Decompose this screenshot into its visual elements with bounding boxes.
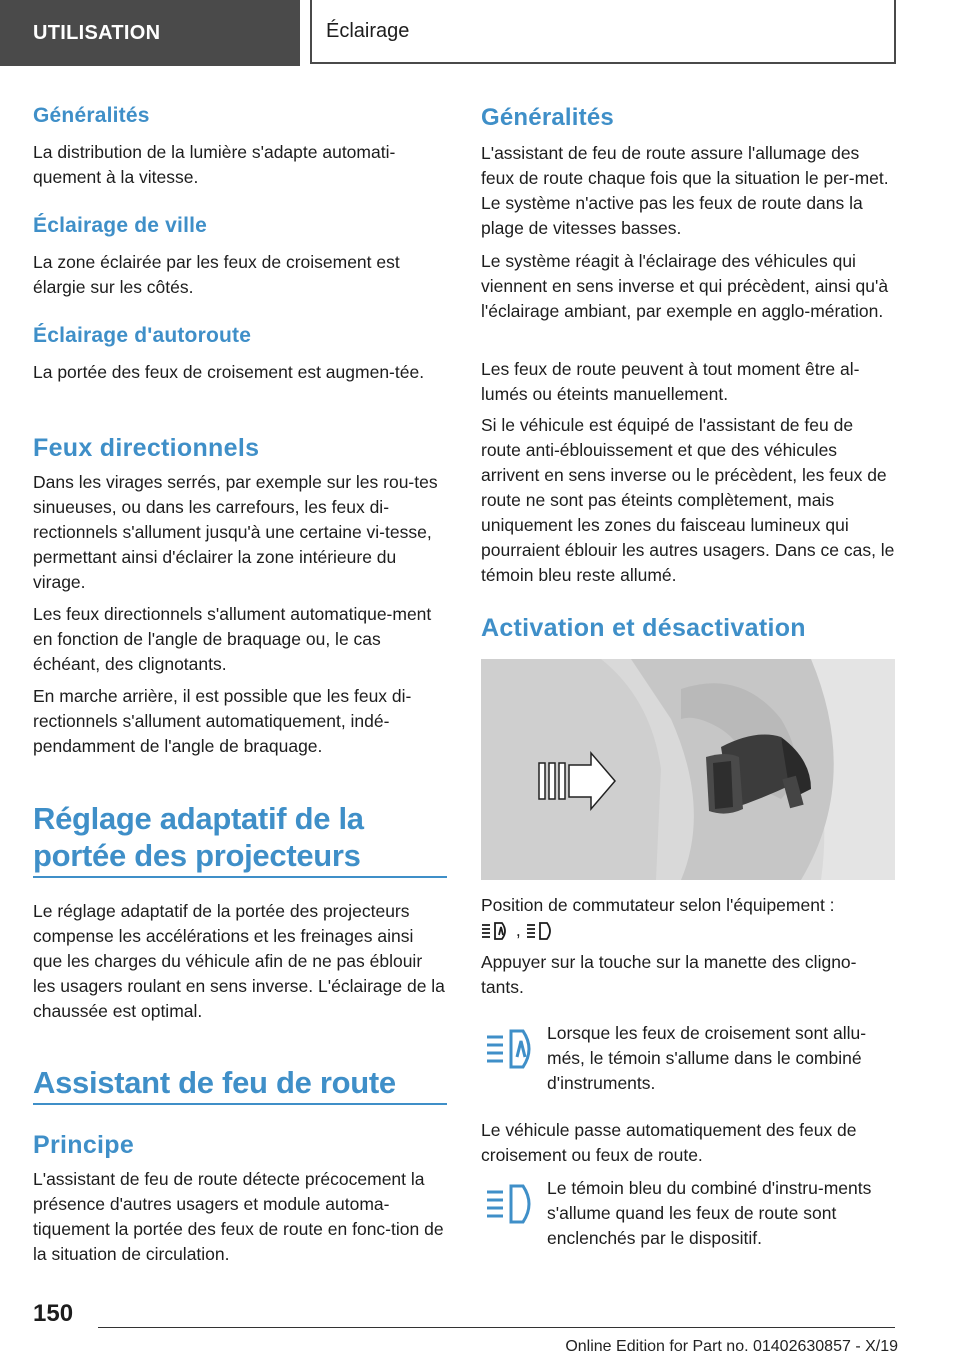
section-tab [0, 0, 300, 66]
chapter-tab [310, 0, 896, 64]
paragraph-principe: L'assistant de feu de route détecte précocement la présence d'autres usagers et module automa-tiquement la portée des feux de route en fonc-tion de la situation de circulation. [33, 1169, 444, 1264]
page-number: 150 [33, 1300, 74, 1327]
high-beam-assistant-icon [485, 1027, 537, 1071]
heading-generalites: Généralités [33, 104, 150, 127]
paragraph-transition: Le véhicule passe automatiquement des feux de croisement ou feux de route. [481, 1120, 857, 1165]
heading-principe: Principe [33, 1131, 135, 1159]
heading-feux-directionnels: Feux directionnels [33, 434, 260, 462]
heading-activation: Activation et désactivation [481, 614, 806, 642]
paragraph-right-1: L'assistant de feu de route assure l'allumage des feux de route chaque fois que la situation le per-met. Le système n'active pas les feux de route dans la plage de vitesses basses. [481, 143, 889, 238]
footer-edition: Online Edition for Part no. 01402630857 - X/19 [565, 1338, 898, 1355]
note-text: Le témoin bleu du combiné d'instru-ments s'allume quand les feux de route sont enclenchés par le dispositif. [547, 1178, 872, 1248]
chapter-label: Éclairage [326, 19, 410, 42]
paragraph-feux-3: En marche arrière, il est possible que les feux di-rectionnels s'allument automatiquement, indé-pendamment de l'angle de braquage. [33, 686, 412, 756]
heading-reglage-adaptatif: Réglage adaptatif de la portée des projecteurs [33, 801, 364, 873]
paragraph-eclairage-ville: La zone éclairée par les feux de croisement est élargie sur les côtés. [33, 252, 400, 297]
figure-caption [481, 893, 895, 943]
heading-rule [33, 1103, 447, 1105]
heading-assistant-feu-route: Assistant de feu de route [33, 1065, 396, 1100]
paragraph-right-2: Le système réagit à l'éclairage des véhicules qui viennent en sens inverse et qui précèdent, ainsi qu'à l'éclairage ambiant, par exemple en agglo-mération. [481, 251, 889, 321]
high-beam-assistant-icon [481, 920, 511, 942]
heading-eclairage-ville: Éclairage de ville [33, 214, 208, 237]
high-beam-icon [485, 1182, 537, 1226]
switch-illustration [481, 659, 895, 880]
caption-text: Position de commutateur selon l'équipement : [481, 895, 835, 915]
note-text: Lorsque les feux de croisement sont allu-més, le témoin s'allume dans le combiné d'instruments. [547, 1023, 867, 1093]
paragraph-press: Appuyer sur la touche sur la manette des cligno-tants. [481, 952, 857, 997]
paragraph-right-3: Les feux de route peuvent à tout moment être al-lumés ou éteints manuellement. [481, 359, 860, 404]
high-beam-icon [526, 920, 556, 942]
section-label: UTILISATION [33, 21, 161, 44]
paragraph-reglage: Le réglage adaptatif de la portée des projecteurs compense les accélérations et les freinages ainsi que les charges du véhicule afin de ne pas éblouir les usagers roulant en sens inverse. L'éclairage de la chaussée est optimal. [33, 901, 445, 1021]
icon-separator: , [515, 920, 521, 940]
paragraph-feux-1: Dans les virages serrés, par exemple sur les rou-tes sinueuses, ou dans les carrefours, les feux di-rectionnels s'allument jusqu'à une certaine vi-tesse, permettant ainsi d'éclairer la zone intérieure du virage. [33, 472, 438, 592]
paragraph-feux-2: Les feux directionnels s'allument automatique-ment en fonction de l'angle de braquage ou, le cas échéant, des clignotants. [33, 604, 432, 674]
heading-rule [33, 876, 447, 878]
footer-divider [98, 1327, 895, 1328]
turn-signal-stalk-illustration [481, 659, 895, 880]
paragraph-right-4: Si le véhicule est équipé de l'assistant de feu de route anti-éblouissement et que des véhicules arrivent en sens inverse ou le précèdent, les feux de route ne sont pas éteints complètement, mais uniquement les zones du faisceau lumineux qui pourraient éblouir les autres usagers. Dans ce cas, le témoin bleu reste allumé. [481, 415, 895, 585]
heading-generalites-right: Généralités [481, 104, 614, 131]
paragraph-generalites: La distribution de la lumière s'adapte automati-quement à la vitesse. [33, 142, 396, 187]
heading-eclairage-autoroute: Éclairage d'autoroute [33, 324, 252, 347]
paragraph-eclairage-autoroute: La portée des feux de croisement est augmen-tée. [33, 362, 425, 382]
